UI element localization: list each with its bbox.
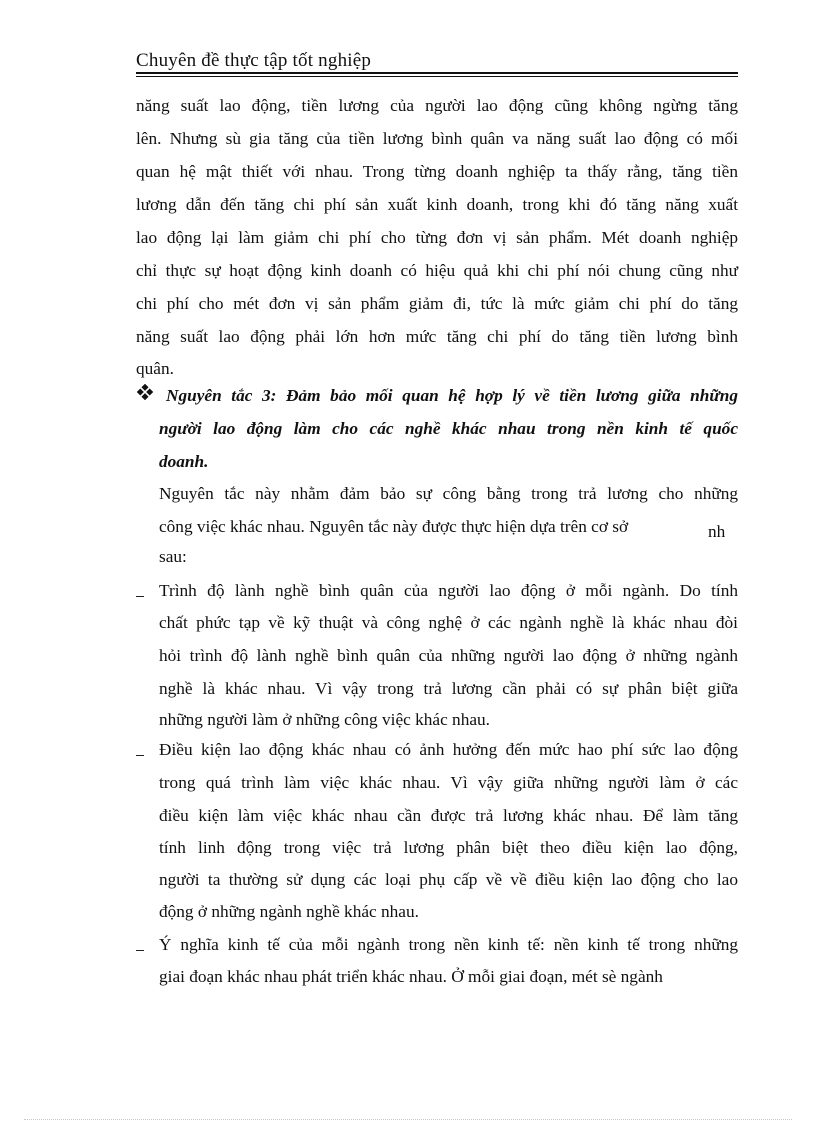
text-line: quan hệ mật thiết với nhau. Trong từng doanh nghiệp ta thấy rằng, tăng tiền — [136, 162, 738, 181]
text-line: Nguyên tắc này nhằm đảm bảo sự công bằng trong trả lương cho những — [159, 484, 738, 503]
text-line: giai đoạn khác nhau phát triển khác nhau. Ở mỗi giai đoạn, mét sè ngành — [159, 967, 663, 986]
text-line: Điều kiện lao động khác nhau có ảnh hưởng đến mức hao phí sức lao động — [159, 740, 738, 759]
heading-line: Nguyên tắc 3: Đảm bảo mối quan hệ hợp lý về tiền lương giữa những — [166, 386, 738, 405]
text-line: lao động lại làm giảm chi phí cho từng đơn vị sản phẩm. Mét doanh nghiệp — [136, 228, 738, 247]
text-line: công việc khác nhau. Nguyên tắc này được thực hiện dựa trên cơ sở — [159, 517, 629, 536]
heading-line: người lao động làm cho các nghề khác nhau trong nền kinh tế quốc — [159, 419, 738, 438]
text-line: người ta thường sử dụng các loại phụ cấp về về điều kiện lao động cho lao — [159, 870, 738, 889]
header-title: Chuyên đề thực tập tốt nghiệp — [136, 50, 372, 71]
text-line: lương dẫn đến tăng chi phí sản xuất kinh doanh, trong khi đó tăng năng xuất — [136, 195, 738, 214]
text-line: nghề là khác nhau. Vì vậy trong trả lương cần phải có sự phân biệt giữa — [159, 679, 738, 698]
text-line: năng suất lao động, tiền lương của người lao động cũng không ngừng tăng — [136, 96, 738, 115]
diamond-bullet-icon — [137, 384, 153, 400]
text-line: sau: — [159, 547, 187, 566]
header-rule-thick — [136, 72, 738, 74]
text-line: năng suất lao động phải lớn hơn mức tăng chi phí do tăng tiền lương bình — [136, 327, 738, 346]
text-line: động ở những ngành nghề khác nhau. — [159, 902, 419, 921]
dash-bullet-icon — [136, 950, 144, 951]
text-line: quân. — [136, 359, 174, 378]
text-line: những người làm ở những công việc khác nhau. — [159, 710, 490, 729]
dash-bullet-icon — [136, 596, 144, 597]
page-bottom-border — [24, 1119, 792, 1120]
text-line: chi phí cho mét đơn vị sản phẩm giảm đi, tức là mức giảm chi phí do tăng — [136, 294, 738, 313]
text-line: chất phức tạp về kỹ thuật và công nghệ ở các ngành nghề là khác nhau đòi — [159, 613, 738, 632]
text-line: lên. Nhưng sù gia tăng của tiền lương bình quân va năng suất lao động có mối — [136, 129, 738, 148]
text-line: tính linh động trong việc trả lương phân biệt theo điều kiện lao động, — [159, 838, 738, 857]
text-line: chỉ thực sự hoạt động kinh doanh có hiệu quả khi chi phí nói chung cũng như — [136, 261, 738, 280]
header-rule-thin — [136, 76, 738, 77]
text-line: điều kiện làm việc khác nhau cần được trả lương khác nhau. Để làm tăng — [159, 806, 738, 825]
text-line-suffix: nh — [708, 522, 726, 541]
dash-bullet-icon — [136, 755, 144, 756]
text-line: Ý nghĩa kinh tế của mỗi ngành trong nền kinh tế: nền kinh tế trong những — [159, 935, 738, 954]
heading-line: doanh. — [159, 452, 209, 471]
text-line: hỏi trình độ lành nghề bình quân của những người lao động ở những ngành — [159, 646, 738, 665]
text-line: trong quá trình làm việc khác nhau. Vì vậy giữa những người làm ở các — [159, 773, 738, 792]
text-line: Trình độ lành nghề bình quân của người lao động ở mỗi ngành. Do tính — [159, 581, 738, 600]
